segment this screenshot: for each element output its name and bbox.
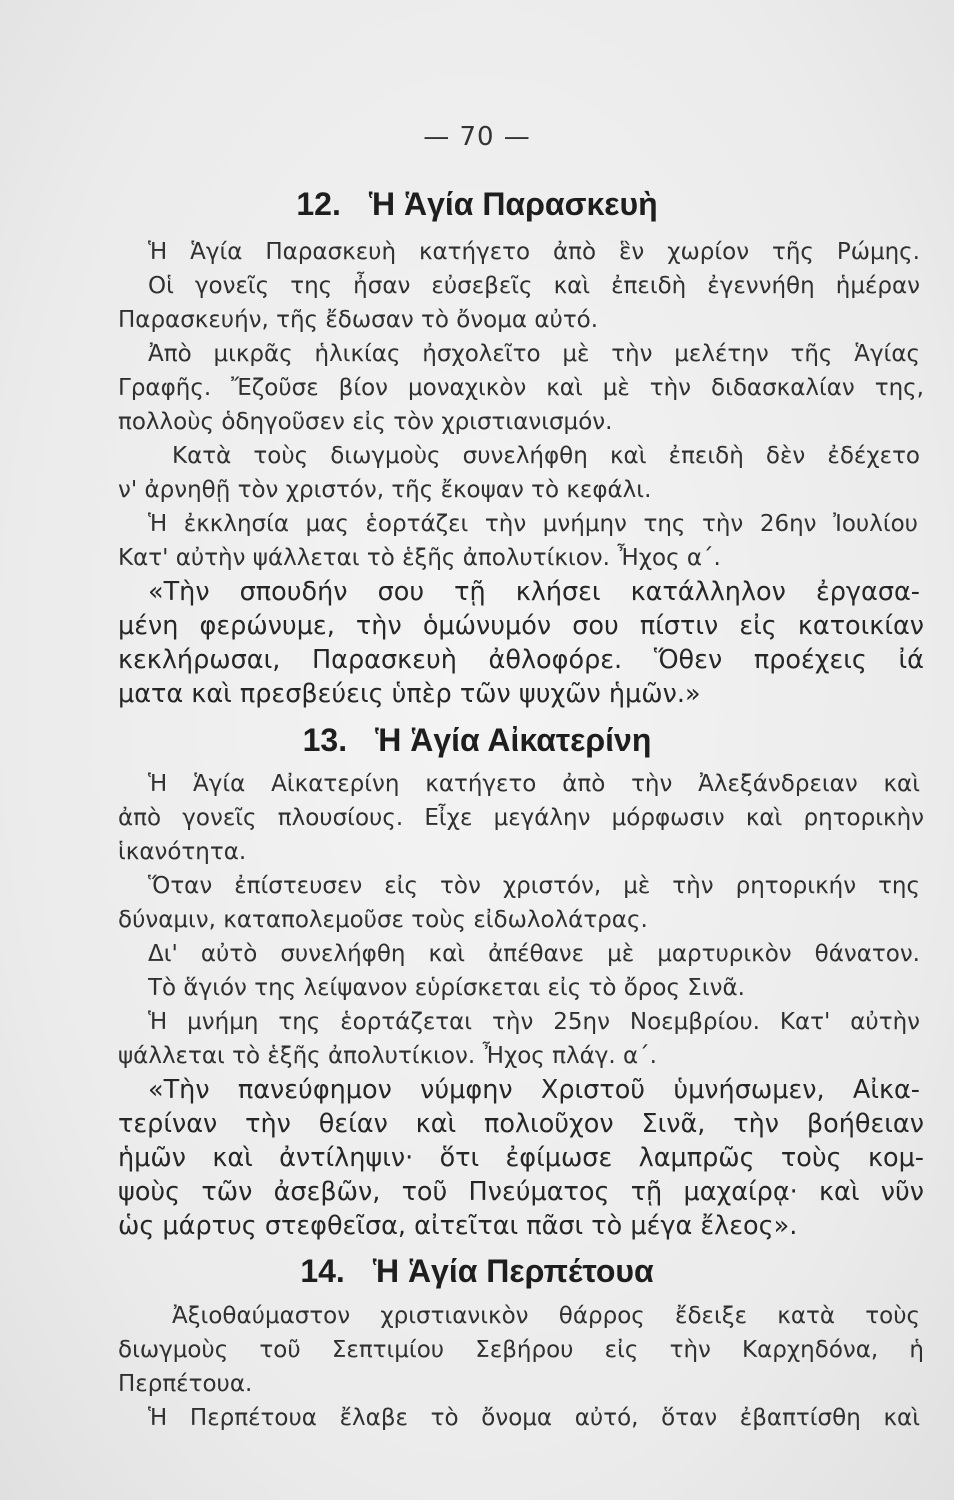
paragraph-line: Γραφῆς. Ἔζοῦσε βίον μοναχικὸν καὶ μὲ τὴν διδασκαλίαν της,	[118, 375, 924, 401]
paragraph-line: ἀπὸ γονεῖς πλουσίους. Εἶχε μεγάλην μόρφωσιν καὶ ρητορικὴν	[118, 805, 924, 831]
paragraph-line: Ἀξιοθαύμαστον χριστιανικὸν θάρρος ἔδειξε κατὰ τοὺς	[172, 1303, 920, 1329]
paragraph-line: Ἡ Ἁγία Αἰκατερίνη κατήγετο ἀπὸ τὴν Ἀλεξάνδρειαν καὶ	[148, 771, 920, 797]
paragraph-line: Παρασκευήν, τῆς ἔδωσαν τὸ ὄνομα αὐτό.	[118, 307, 599, 333]
paragraph-line: Ἡ Ἁγία Παρασκευὴ κατήγετο ἀπὸ ἓν χωρίον τῆς Ρώμης.	[148, 239, 920, 265]
section-heading-14	[0, 1253, 954, 1290]
paragraph-line: Κατὰ τοὺς διωγμοὺς συνελήφθη καὶ ἐπειδὴ δὲν ἐδέχετο	[172, 443, 920, 469]
paragraph-line: Ἡ Περπέτουα ἔλαβε τὸ ὄνομα αὐτό, ὅταν ἐβαπτίσθη καὶ	[148, 1405, 920, 1431]
section-title: Ἡ Ἁγία Αἰκατερίνη	[375, 722, 652, 758]
section-title: Ἡ Ἁγία Παρασκευὴ	[368, 186, 658, 222]
paragraph-line: διωγμοὺς τοῦ Σεπτιμίου Σεβήρου εἰς τὴν Καρχηδόνα, ἡ	[118, 1337, 924, 1363]
hymn-line: ψοὺς τῶν ἀσεβῶν, τοῦ Πνεύματος τῇ μαχαίρᾳ· καὶ νῦν	[118, 1177, 924, 1207]
hymn-line: τερίναν τὴν θείαν καὶ πολιοῦχον Σινᾶ, τὴν βοήθειαν	[118, 1109, 924, 1139]
hymn-line: μένη φερώνυμε, τὴν ὁμώνυμόν σου πίστιν εἰς κατοικίαν	[118, 611, 924, 641]
section-heading-12	[0, 186, 954, 223]
paragraph-line: Δι' αὐτὸ συνελήφθη καὶ ἀπέθανε μὲ μαρτυρικὸν θάνατον.	[148, 941, 920, 967]
section-number: 13.	[302, 722, 348, 758]
paragraph-line: Περπέτουα.	[118, 1371, 253, 1397]
page-number: — 70 —	[423, 122, 531, 152]
paragraph-line: Ἡ μνήμη της ἑορτάζεται τὴν 25ην Νοεμβρίου. Κατ' αὐτὴν	[148, 1009, 920, 1035]
hymn-line: ἡμῶν καὶ ἀντίληψιν· ὅτι ἐφίμωσε λαμπρῶς τοὺς κομ-	[118, 1143, 924, 1173]
section-number: 14.	[300, 1253, 345, 1289]
paragraph-line: δύναμιν, καταπολεμοῦσε τοὺς εἰδωλολάτρας.	[118, 907, 648, 933]
paragraph-line: Ἀπὸ μικρᾶς ἡλικίας ἠσχολεῖτο μὲ τὴν μελέτην τῆς Ἁγίας	[148, 341, 920, 367]
paragraph-line: Κατ' αὐτὴν ψάλλεται τὸ ἑξῆς ἀπολυτίκιον. Ἦχος α΄.	[118, 545, 721, 571]
paragraph-line: Ἡ ἐκκλησία μας ἑορτάζει τὴν μνήμην της τὴν 26ην Ἰουλίου	[148, 511, 918, 537]
section-number: 12.	[296, 186, 341, 222]
hymn-line: ματα καὶ πρεσβεύεις ὑπὲρ τῶν ψυχῶν ἡμῶν.»	[118, 679, 701, 709]
hymn-line: «Τὴν πανεύφημον νύμφην Χριστοῦ ὑμνήσωμεν, Αἰκα-	[148, 1075, 920, 1105]
paragraph-line: Τὸ ἅγιόν της λείψανον εὑρίσκεται εἰς τὸ ὄρος Σινᾶ.	[148, 975, 745, 1001]
paragraph-line: Οἱ γονεῖς της ἦσαν εὐσεβεῖς καὶ ἐπειδὴ ἐγεννήθη ἡμέραν	[148, 273, 920, 299]
paragraph-line: ἱκανότητα.	[118, 839, 247, 865]
paragraph-line: ν' ἀρνηθῇ τὸν χριστόν, τῆς ἔκοψαν τὸ κεφάλι.	[118, 477, 652, 503]
hymn-line: κεκλήρωσαι, Παρασκευὴ ἀθλοφόρε. Ὅθεν προέχεις ἰά	[118, 645, 924, 675]
hymn-line: «Τὴν σπουδήν σου τῇ κλήσει κατάλληλον ἐργασα-	[148, 577, 920, 607]
paragraph-line: Ὅταν ἐπίστευσεν εἰς τὸν χριστόν, μὲ τὴν ρητορικήν της	[148, 873, 920, 899]
section-title: Ἡ Ἁγία Περπέτουα	[372, 1253, 654, 1289]
hymn-line: ὡς μάρτυς στεφθεῖσα, αἰτεῖται πᾶσι τὸ μέγα ἔλεος».	[118, 1211, 798, 1241]
paragraph-line: ψάλλεται τὸ ἑξῆς ἀπολυτίκιον. Ἦχος πλάγ. α΄.	[118, 1043, 657, 1069]
section-heading-13	[0, 722, 954, 759]
paragraph-line: πολλοὺς ὁδηγοῦσεν εἰς τὸν χριστιανισμόν.	[118, 409, 613, 435]
